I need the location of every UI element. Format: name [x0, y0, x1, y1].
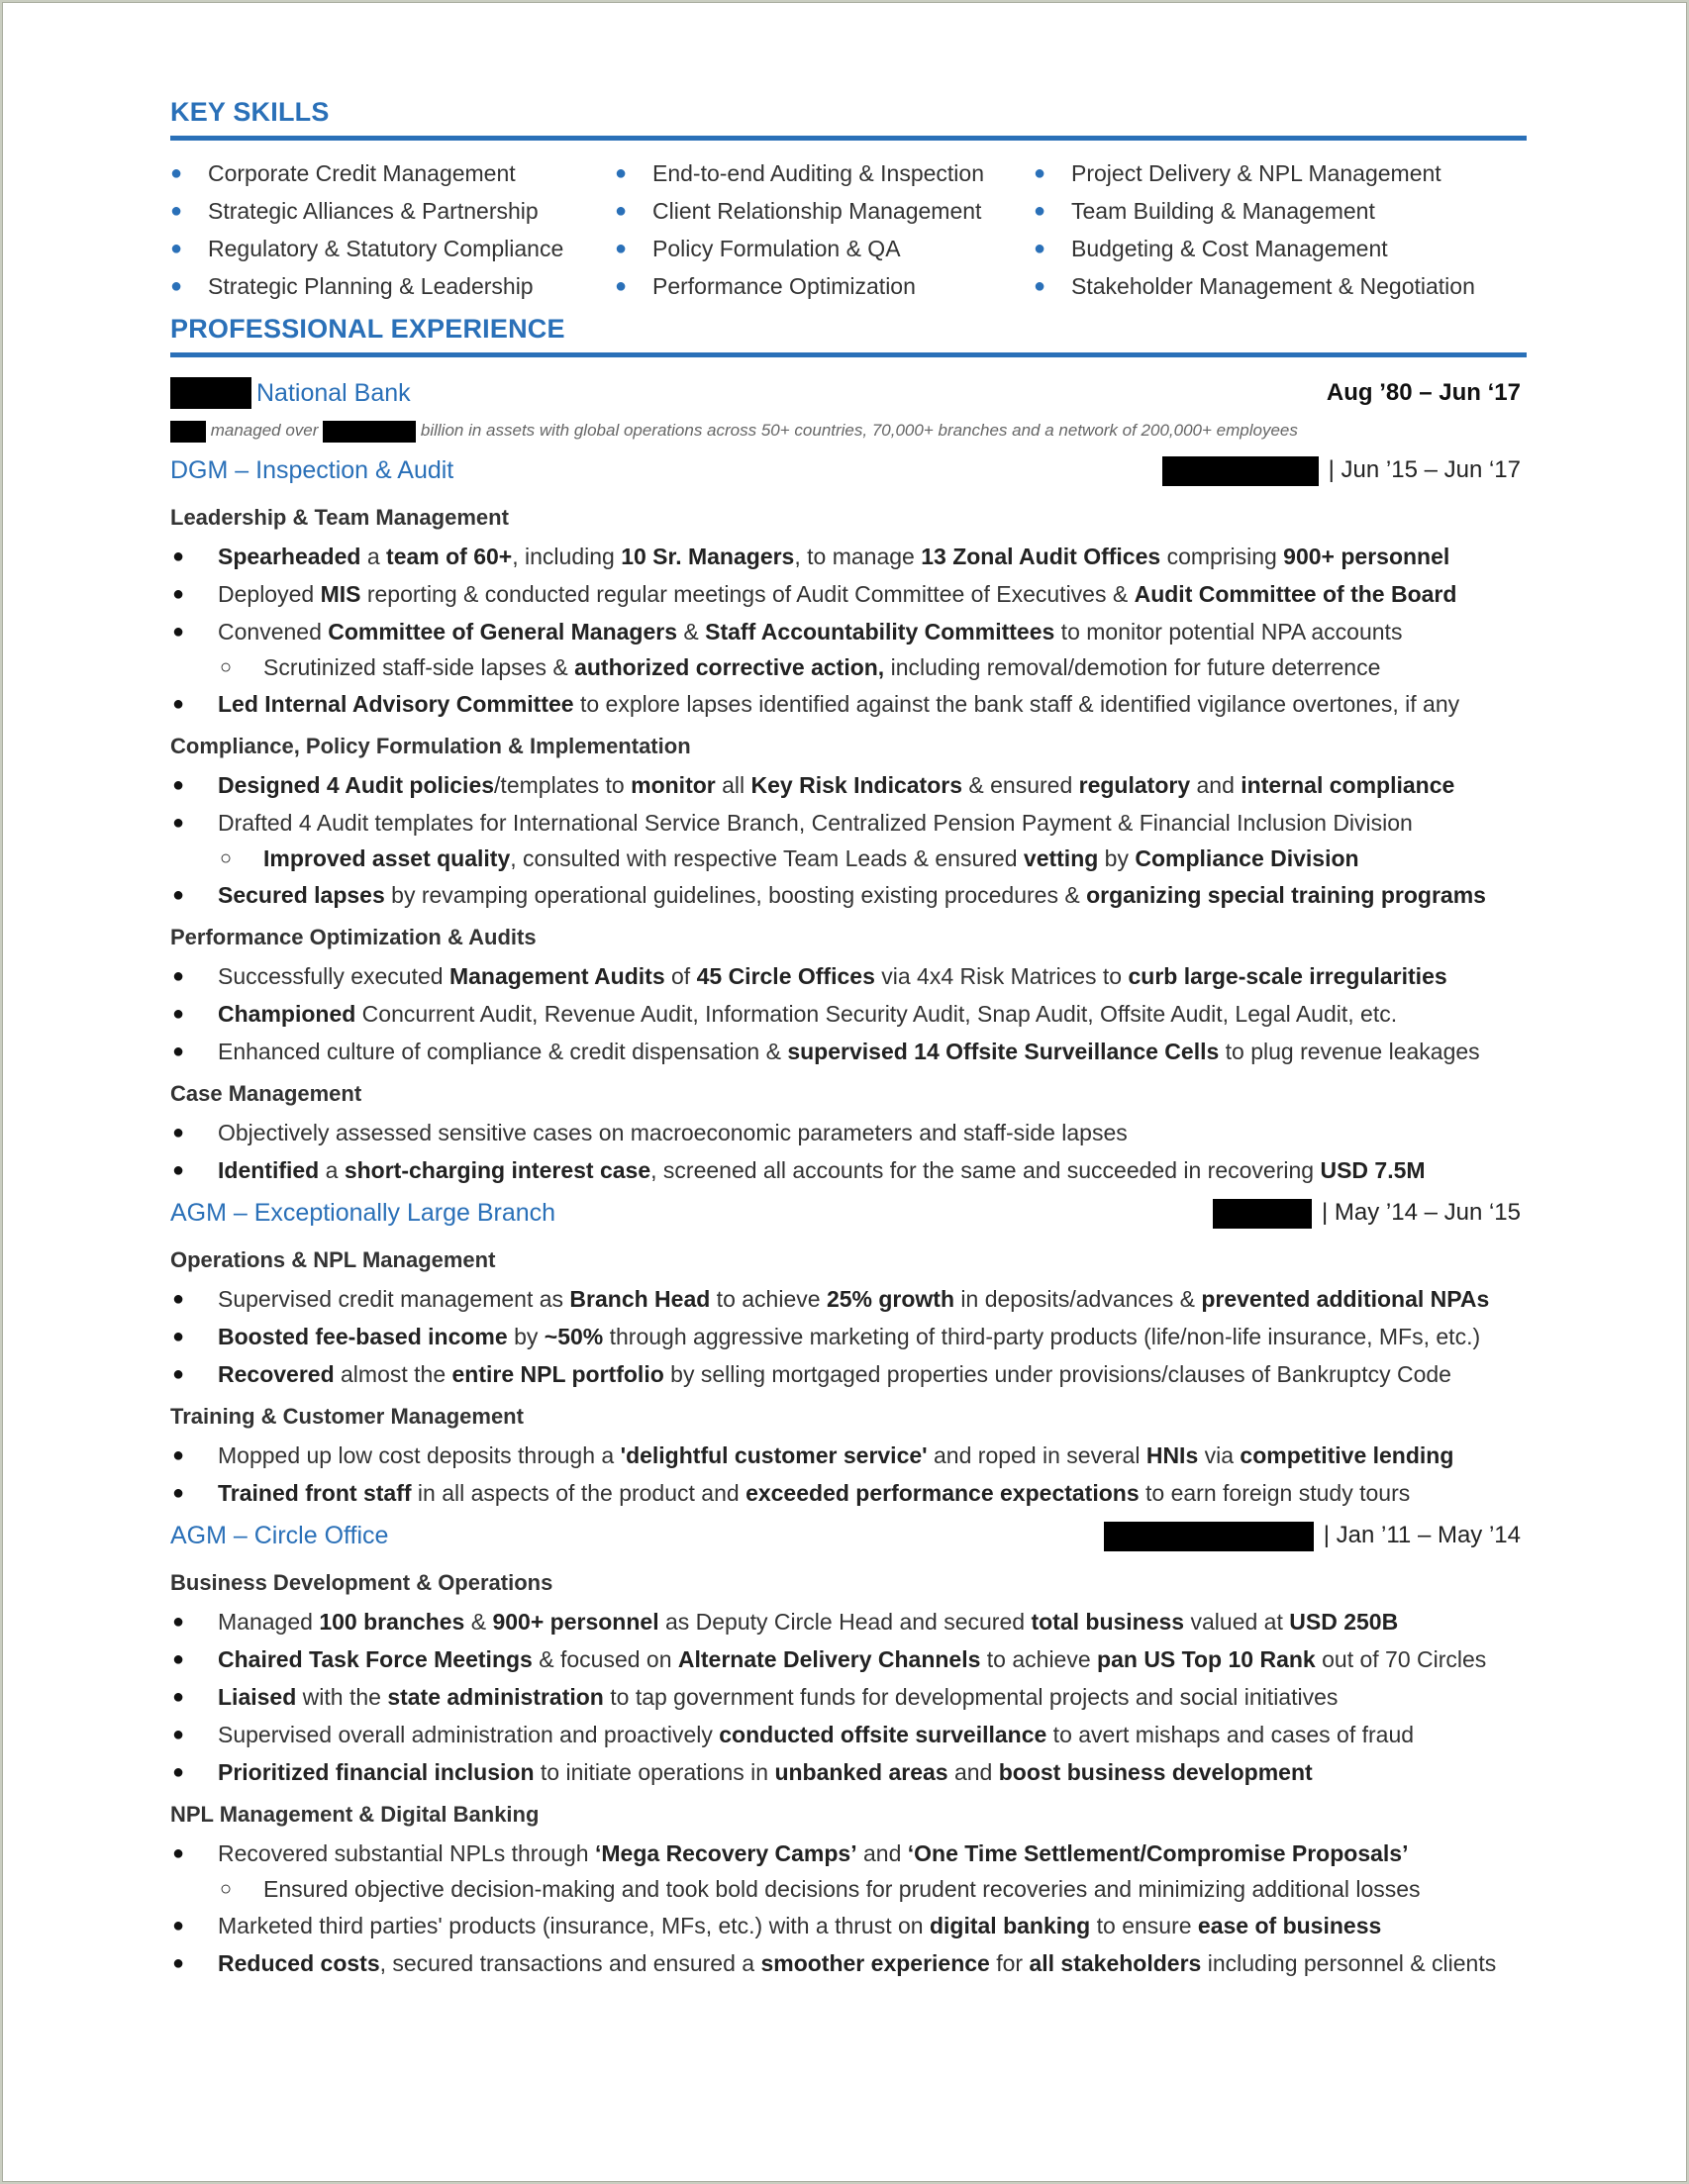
bullet-item: ● Led Internal Advisory Committee to explore lapses identified against the bank staff & identified vigilance overtones, if any [170, 685, 1527, 723]
subsection-heading: Operations & NPL Management [170, 1247, 496, 1272]
role-header [170, 1189, 1527, 1237]
bullet-icon: ● [1034, 162, 1046, 184]
bullet-item: ● Supervised overall administration and proactively conducted offsite surveillance to avert mishaps and cases of fraud [170, 1716, 1527, 1753]
bullet-item: ● Trained front staff in all aspects of the product and exceeded performance expectations to earn foreign study tours [170, 1474, 1527, 1512]
role-title: AGM – Exceptionally Large Branch [170, 1199, 556, 1227]
bullet-icon: ○ [220, 847, 233, 869]
experience-heading: PROFESSIONAL EXPERIENCE [170, 314, 565, 344]
skills-column [170, 154, 563, 305]
bullet-item: ● Successfully executed Management Audits of 45 Circle Offices via 4x4 Risk Matrices to curb large-scale irregularities [170, 957, 1527, 995]
bullet-icon: ● [172, 1842, 185, 1864]
bullet-item: ● Identified a short-charging interest case, screened all accounts for the same and succeeded in recovering USD 7.5M [170, 1151, 1527, 1189]
subsection-heading: Performance Optimization & Audits [170, 925, 537, 949]
skills-column [1034, 154, 1475, 305]
bullet-icon: ● [172, 884, 185, 906]
bullet-icon: ● [172, 1952, 185, 1974]
bullet-icon: ● [172, 621, 185, 643]
bullet-icon: ● [172, 1444, 185, 1466]
skills-column [615, 154, 984, 305]
role-title: AGM – Circle Office [170, 1522, 389, 1549]
redacted-block [323, 421, 416, 443]
redacted-block [1213, 1199, 1312, 1229]
bullet-icon: ○ [220, 1878, 233, 1900]
subsection-heading: NPL Management & Digital Banking [170, 1802, 540, 1827]
bullet-icon: ● [172, 1363, 185, 1385]
skill-item: ● Strategic Alliances & Partnership [170, 192, 563, 230]
bullet-item: ● Championed Concurrent Audit, Revenue Audit, Information Security Audit, Snap Audit, Offsite Audit, Legal Audit, etc. [170, 995, 1527, 1033]
bullet-icon: ● [170, 238, 183, 259]
subsection-heading: Training & Customer Management [170, 1404, 524, 1429]
bullet-icon: ● [170, 162, 183, 184]
role-dates: | Jan ’11 – May ’14 [1104, 1512, 1521, 1559]
bullet-icon: ● [172, 1159, 185, 1181]
skill-item: ● Corporate Credit Management [170, 154, 563, 192]
role-header [170, 447, 1527, 494]
bullet-icon: ● [172, 1041, 185, 1062]
bullet-icon: ● [1034, 275, 1046, 297]
bullet-icon: ● [615, 162, 628, 184]
bullet-icon: ● [172, 1326, 185, 1347]
skill-item: ● Regulatory & Statutory Compliance [170, 230, 563, 267]
sub-bullet-item: ○ Improved asset quality, consulted with respective Team Leads & ensured vetting by Compliance Division [170, 842, 1527, 876]
bullet-item: ● Mopped up low cost deposits through a 'delightful customer service' and roped in several HNIs via competitive lending [170, 1437, 1527, 1474]
bullet-item: ● Convened Committee of General Managers & Staff Accountability Committees to monitor potential NPA accounts [170, 613, 1527, 650]
bullet-item: ● Prioritized financial inclusion to initiate operations in unbanked areas and boost business development [170, 1753, 1527, 1791]
bullet-item: ● Objectively assessed sensitive cases on macroeconomic parameters and staff-side lapses [170, 1114, 1527, 1151]
skill-item: ● End-to-end Auditing & Inspection [615, 154, 984, 192]
bullet-icon: ● [172, 1288, 185, 1310]
subsection-heading: Case Management [170, 1081, 362, 1106]
skill-item: ● Team Building & Management [1034, 192, 1475, 230]
bullet-icon: ● [172, 965, 185, 987]
company-row [170, 371, 1527, 415]
bullet-icon: ● [172, 1686, 185, 1708]
bullet-icon: ● [172, 1724, 185, 1745]
roles-container [170, 447, 1527, 1982]
role-dates: | May ’14 – Jun ‘15 [1213, 1189, 1521, 1237]
role-dates: | Jun ’15 – Jun ‘17 [1162, 447, 1521, 494]
bullet-icon: ● [1034, 238, 1046, 259]
bullet-icon: ● [615, 200, 628, 222]
tagline-part1: managed over [210, 421, 319, 440]
bullet-item: ● Drafted 4 Audit templates for International Service Branch, Centralized Pension Payment & Financial Inclusion Division [170, 804, 1527, 842]
bullet-item: ● Designed 4 Audit policies/templates to monitor all Key Risk Indicators & ensured regulatory and internal compliance [170, 766, 1527, 804]
skill-item: ● Performance Optimization [615, 267, 984, 305]
redacted-block [170, 421, 206, 443]
bullet-item: ● Recovered almost the entire NPL portfolio by selling mortgaged properties under provisions/clauses of Bankruptcy Code [170, 1355, 1527, 1393]
bullet-icon: ● [172, 812, 185, 834]
bullet-icon: ● [615, 238, 628, 259]
tagline-part2: billion in assets with global operations across 50+ countries, 70,000+ branches and a network of 200,000+ employees [420, 421, 1298, 440]
bullet-icon: ● [172, 1648, 185, 1670]
skill-item: ● Stakeholder Management & Negotiation [1034, 267, 1475, 305]
redacted-block [170, 377, 251, 409]
resume-content [170, 94, 1527, 1982]
bullet-item: ● Deployed MIS reporting & conducted regular meetings of Audit Committee of Executives & Audit Committee of the Board [170, 575, 1527, 613]
experience-rule [170, 352, 1527, 357]
bullet-item: ● Recovered substantial NPLs through ‘Mega Recovery Camps’ and ‘One Time Settlement/Compromise Proposals’ [170, 1835, 1527, 1872]
bullet-icon: ● [170, 200, 183, 222]
bullet-item: ● Enhanced culture of compliance & credit dispensation & supervised 14 Offsite Surveillance Cells to plug revenue leakages [170, 1033, 1527, 1070]
resume-page [2, 2, 1687, 2182]
bullet-item: ● Boosted fee-based income by ~50% through aggressive marketing of third-party products (life/non-life insurance, MFs, etc.) [170, 1318, 1527, 1355]
skill-item: ● Project Delivery & NPL Management [1034, 154, 1475, 192]
company-dates: Aug ’80 – Jun ‘17 [1326, 379, 1521, 406]
bullet-item: ● Secured lapses by revamping operational guidelines, boosting existing procedures & organizing special training programs [170, 876, 1527, 914]
redacted-block [1104, 1522, 1314, 1551]
bullet-icon: ● [172, 693, 185, 715]
bullet-item: ● Chaired Task Force Meetings & focused on Alternate Delivery Channels to achieve pan US Top 10 Rank out of 70 Circles [170, 1640, 1527, 1678]
bullet-item: ● Managed 100 branches & 900+ personnel as Deputy Circle Head and secured total business valued at USD 250B [170, 1603, 1527, 1640]
subsection-heading: Compliance, Policy Formulation & Implementation [170, 734, 691, 758]
bullet-icon: ● [172, 1611, 185, 1633]
redacted-block [1162, 456, 1319, 486]
bullet-icon: ● [1034, 200, 1046, 222]
company-tagline [170, 415, 1527, 447]
bullet-icon: ● [615, 275, 628, 297]
company-name: National Bank [256, 379, 411, 407]
sub-bullet-item: ○ Ensured objective decision-making and took bold decisions for prudent recoveries and minimizing additional losses [170, 1872, 1527, 1907]
bullet-icon: ● [170, 275, 183, 297]
subsection-heading: Leadership & Team Management [170, 505, 509, 530]
bullet-item: ● Liaised with the state administration to tap government funds for developmental projects and social initiatives [170, 1678, 1527, 1716]
bullet-icon: ● [172, 1915, 185, 1936]
bullet-icon: ○ [220, 656, 233, 678]
bullet-item: ● Marketed third parties' products (insurance, MFs, etc.) with a thrust on digital banking to ensure ease of business [170, 1907, 1527, 1944]
bullet-item: ● Supervised credit management as Branch Head to achieve 25% growth in deposits/advances & prevented additional NPAs [170, 1280, 1527, 1318]
skill-item: ● Budgeting & Cost Management [1034, 230, 1475, 267]
bullet-icon: ● [172, 583, 185, 605]
bullet-icon: ● [172, 546, 185, 567]
skill-item: ● Strategic Planning & Leadership [170, 267, 563, 305]
role-header [170, 1512, 1527, 1559]
key-skills-list [170, 141, 1527, 311]
bullet-item: ● Reduced costs, secured transactions and ensured a smoother experience for all stakeholders including personnel & clients [170, 1944, 1527, 1982]
bullet-icon: ● [172, 1761, 185, 1783]
skill-item: ● Policy Formulation & QA [615, 230, 984, 267]
sub-bullet-item: ○ Scrutinized staff-side lapses & authorized corrective action, including removal/demotion for future deterrence [170, 650, 1527, 685]
bullet-icon: ● [172, 774, 185, 796]
bullet-icon: ● [172, 1122, 185, 1143]
subsection-heading: Business Development & Operations [170, 1570, 553, 1595]
key-skills-heading: KEY SKILLS [170, 97, 330, 127]
bullet-icon: ● [172, 1003, 185, 1025]
bullet-item: ● Spearheaded a team of 60+, including 10 Sr. Managers, to manage 13 Zonal Audit Offices comprising 900+ personnel [170, 538, 1527, 575]
skill-item: ● Client Relationship Management [615, 192, 984, 230]
role-title: DGM – Inspection & Audit [170, 456, 454, 484]
bullet-icon: ● [172, 1482, 185, 1504]
